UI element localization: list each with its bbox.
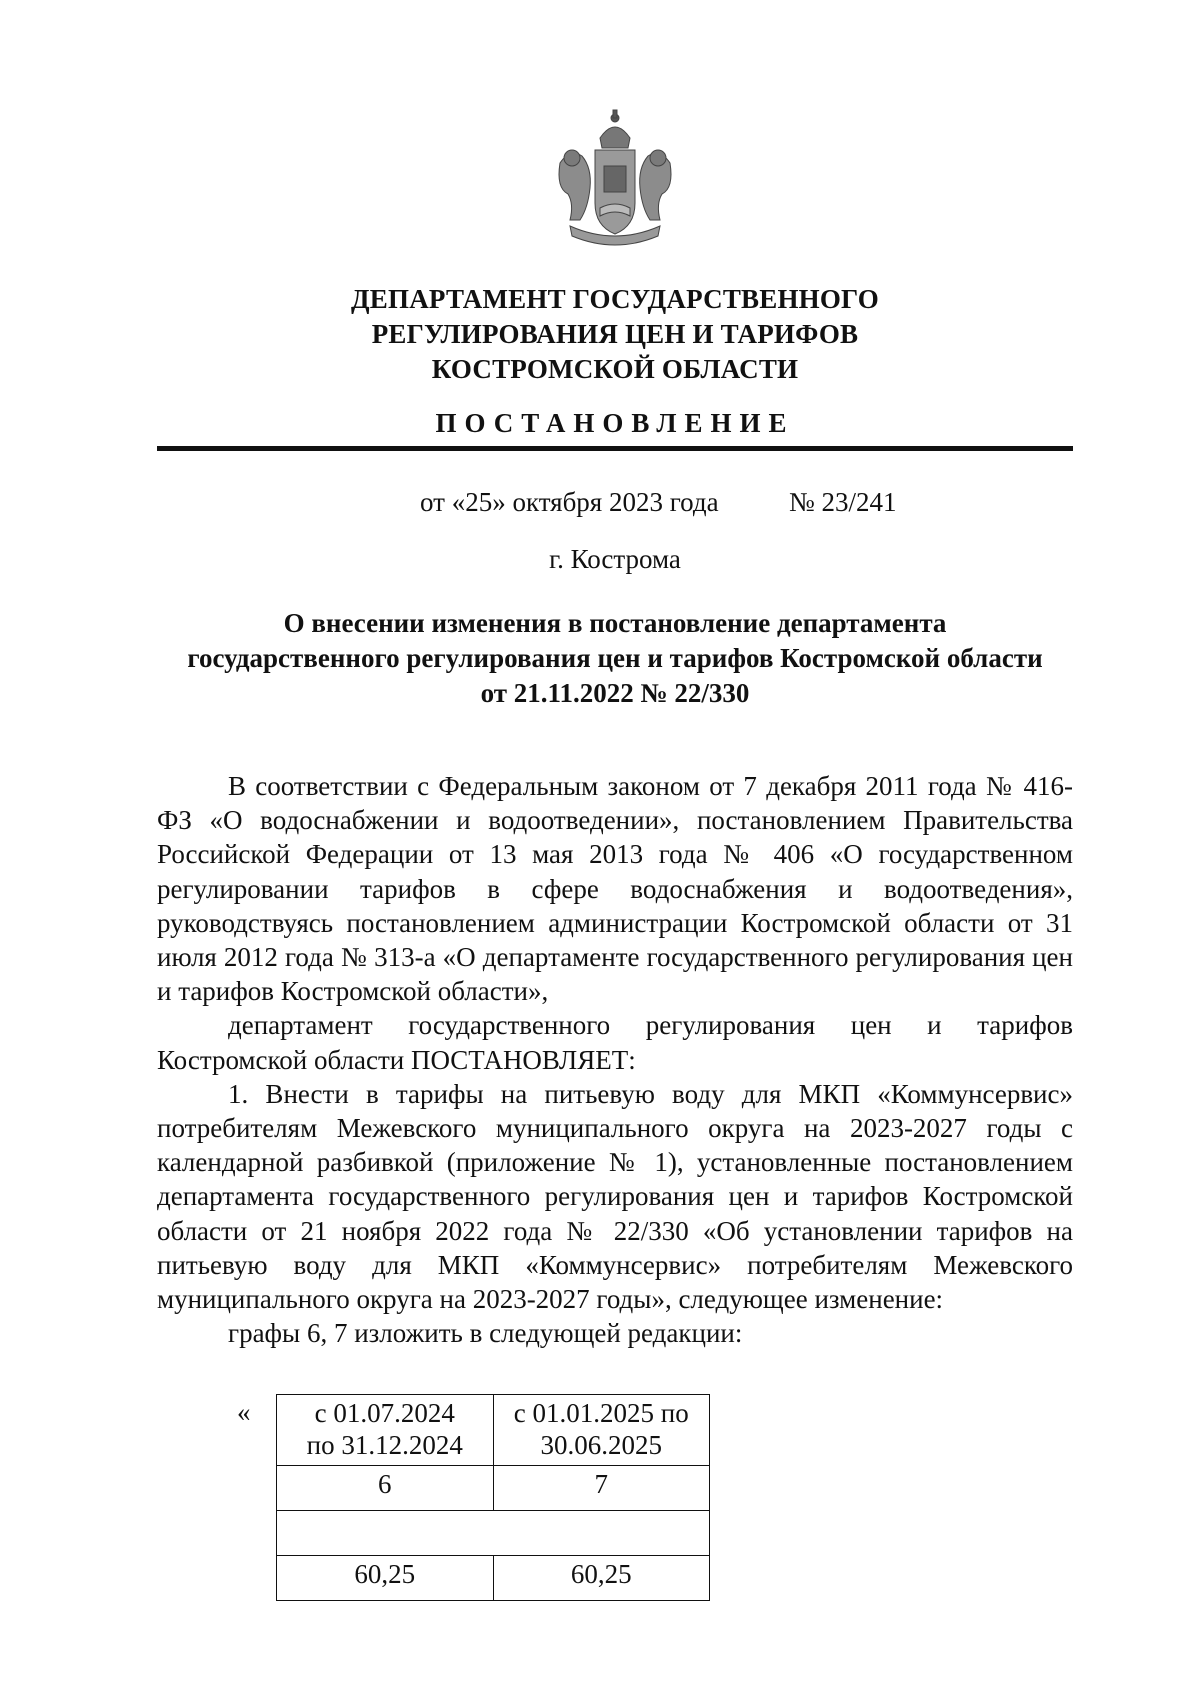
document-type-heading: ПОСТАНОВЛЕНИЕ xyxy=(435,408,795,438)
table-row xyxy=(277,1556,710,1601)
table-cell xyxy=(493,1395,710,1466)
subject-line2: государственного регулирования цен и тарифов Костромской области xyxy=(187,643,1043,673)
document-number: № 23/241 xyxy=(789,487,897,517)
document-city: г. Кострома xyxy=(549,544,681,574)
department-title-line1: ДЕПАРТАМЕНТ ГОСУДАРСТВЕННОГО xyxy=(351,284,879,314)
table-cell xyxy=(277,1395,494,1466)
body-paragraph-2: департамент государственного регулирования цен и тарифов Костромской области ПОСТАНОВЛЯЕТ: xyxy=(157,1010,1073,1075)
col2-value: 60,25 xyxy=(493,1556,710,1601)
col1-value: 60,25 xyxy=(277,1556,494,1601)
subject-line1: О внесении изменения в постановление департамента xyxy=(283,608,947,638)
table-row xyxy=(277,1511,710,1556)
subject-line3: от 21.11.2022 № 22/330 xyxy=(480,678,750,708)
col1-number: 6 xyxy=(277,1466,494,1511)
col1-header-line1: с 01.07.2024 xyxy=(314,1398,455,1428)
col2-number: 7 xyxy=(493,1466,710,1511)
col1-header-line2: по 31.12.2024 xyxy=(306,1430,463,1460)
document-subject xyxy=(0,606,1200,711)
header-divider xyxy=(157,446,1073,451)
document-date: от «25» октября 2023 года xyxy=(420,487,719,517)
col2-header-line2: 30.06.2025 xyxy=(540,1430,662,1460)
table-row xyxy=(277,1466,710,1511)
body-paragraph-1: В соответствии с Федеральным законом от 7 декабря 2011 года № 416-ФЗ «О водоснабжении и водоотведении», постановлением Правительства Российской Федерации от 13 мая 2013 года № 406 «О государственном регулировании тарифов в сфере водоснабжения и водоотведения», руководствуясь постановлением администрации Костромской области от 31 июля 2012 года № 313-а «О департаменте государственного регулирования цен и тарифов Костромской области», xyxy=(157,771,1073,1007)
department-title-line2: РЕГУЛИРОВАНИЯ ЦЕН И ТАРИФОВ xyxy=(371,319,859,349)
col2-header-line1: с 01.01.2025 по xyxy=(513,1398,689,1428)
opening-quote: « xyxy=(237,1397,251,1427)
coat-of-arms-icon xyxy=(540,108,690,258)
department-title-line3: КОСТРОМСКОЙ ОБЛАСТИ xyxy=(431,354,799,384)
body-paragraph-4: графы 6, 7 изложить в следующей редакции: xyxy=(228,1318,743,1349)
blank-cell xyxy=(277,1511,710,1556)
document-body xyxy=(157,769,1073,1350)
department-title xyxy=(0,282,1200,387)
table-row xyxy=(277,1395,710,1466)
tariff-table xyxy=(276,1394,710,1601)
body-paragraph-3: 1. Внести в тарифы на питьевую воду для МКП «Коммунсервис» потребителям Межевского муниципального округа на 2023-2027 годы с календарной разбивкой (приложение № 1), установленные постановлением департамента государственного регулирования цен и тарифов Костромской области от 21 ноября 2022 года № 22/330 «Об установлении тарифов на питьевую воду для МКП «Коммунсервис» потребителям Межевского муниципального округа на 2023-2027 годы», следующее изменение: xyxy=(157,1078,1073,1315)
